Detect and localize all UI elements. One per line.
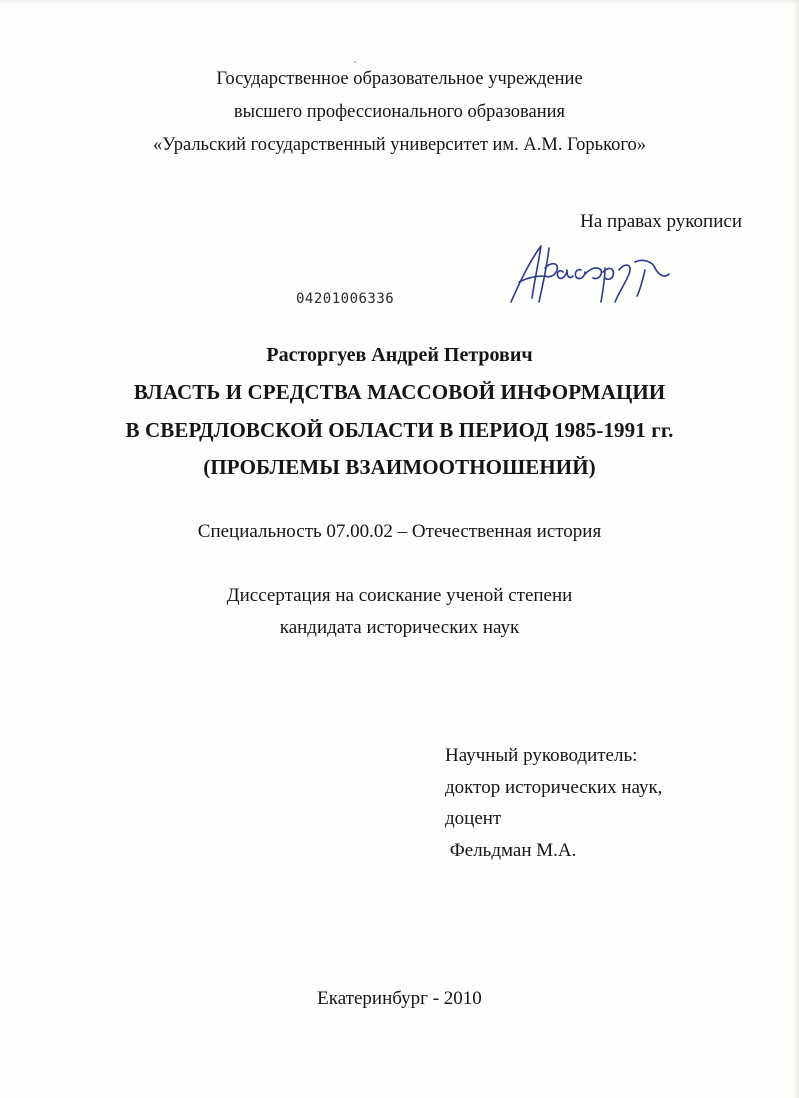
supervisor-name: Фельдман М.А. [445,840,577,861]
degree-line-2: кандидата исторических наук [279,617,520,638]
city-year: Екатеринбург - 2010 [317,988,482,1009]
stamp-number: 04201006336 [296,291,395,307]
supervisor-rank: доцент [445,808,502,829]
institution-line-3: «Уральский государственный университет им. А.М. Горького» [152,135,647,155]
supervisor-degree: доктор исторических наук, [445,777,663,798]
degree-line-1: Диссертация на соискание ученой степени [226,585,573,606]
manuscript-rights-note: На правах рукописи [580,211,742,232]
signature-icon [505,238,685,310]
supervisor-label: Научный руководитель: [445,745,638,766]
title-line-1: ВЛАСТЬ И СРЕДСТВА МАССОВОЙ ИНФОРМАЦИИ [133,380,666,404]
institution-line-2: высшего профессионального образования [233,102,566,122]
title-line-3: (ПРОБЛЕМЫ ВЗАИМООТНОШЕНИЙ) [203,455,596,479]
scan-speck [354,61,356,63]
scan-edge-top [0,0,799,4]
title-line-2: В СВЕРДЛОВСКОЙ ОБЛАСТИ В ПЕРИОД 1985-1991 гг. [125,418,674,442]
institution-line-1: Государственное образовательное учреждение [216,69,583,89]
author-name: Расторгуев Андрей Петрович [266,344,533,366]
specialty: Специальность 07.00.02 – Отечественная история [197,521,602,542]
scan-edge-right [793,0,799,1098]
